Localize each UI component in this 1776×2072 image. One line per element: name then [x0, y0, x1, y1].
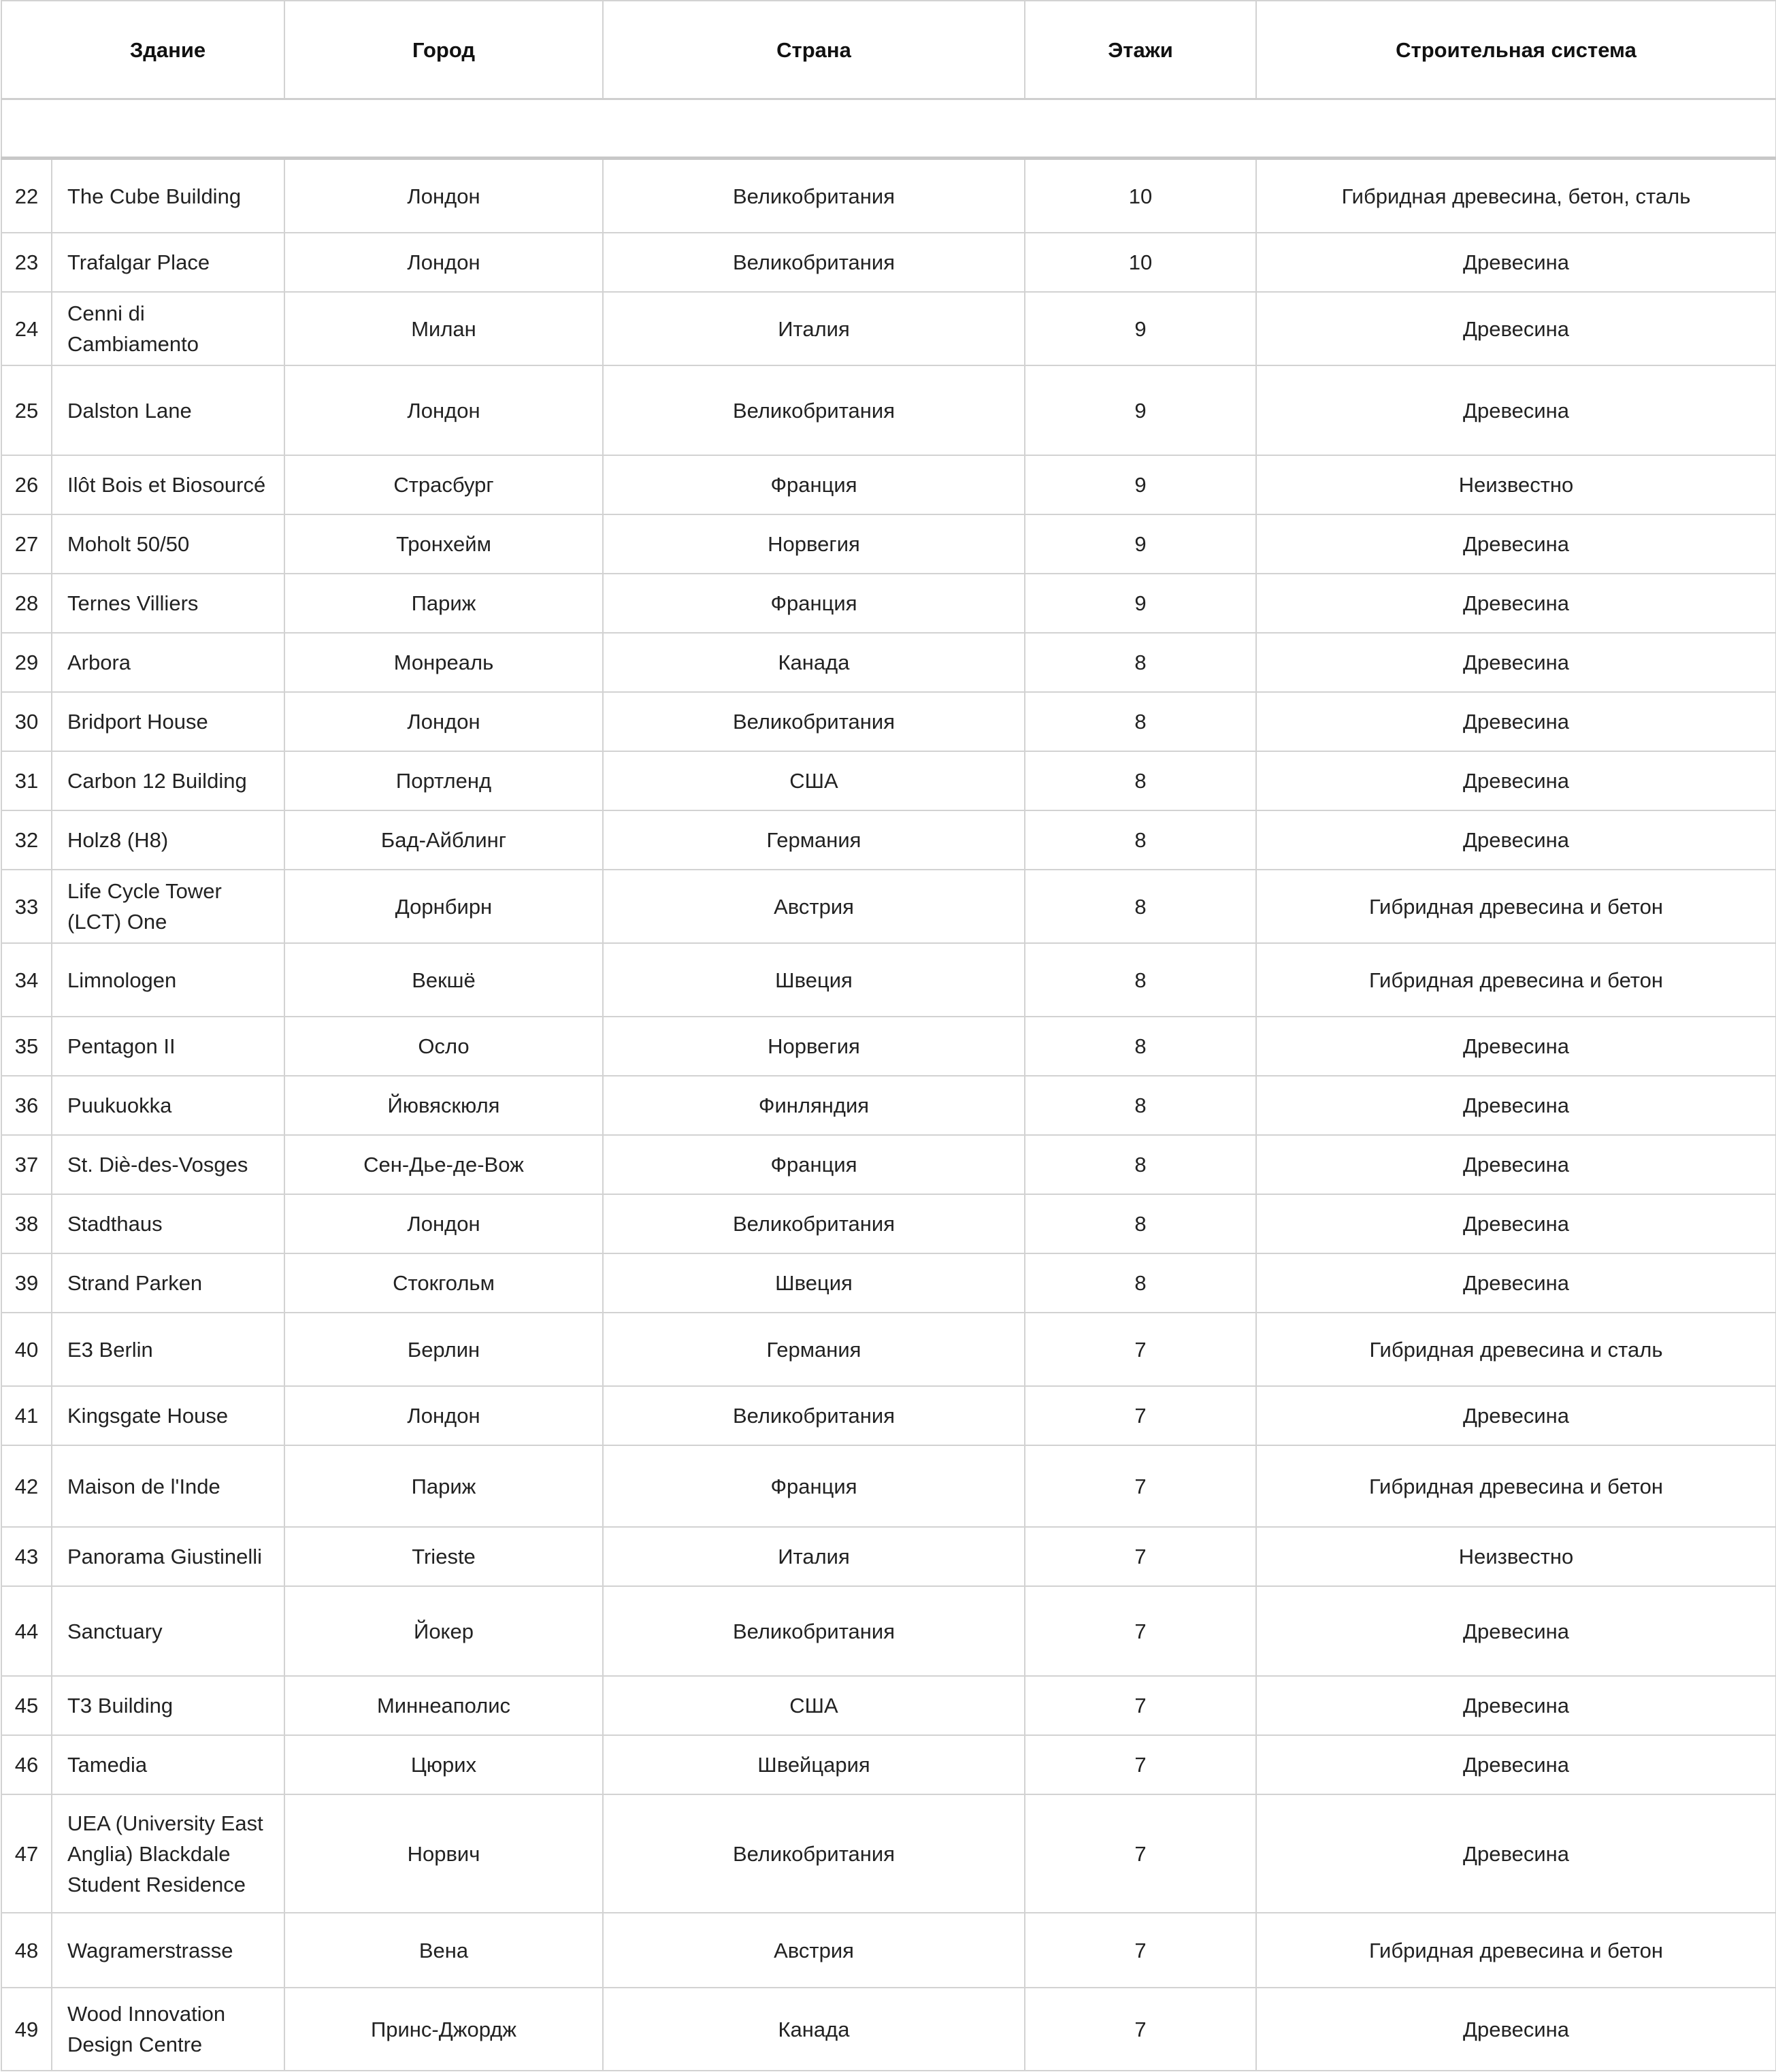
floors-cell: 9: [1025, 574, 1256, 633]
table-row: [1, 292, 1776, 365]
row-number-cell: 26: [1, 455, 52, 514]
building-name-cell: Arbora: [52, 633, 284, 692]
table-row: [1, 455, 1776, 514]
country-cell: Италия: [603, 1527, 1025, 1586]
buildings-table: [1, 0, 1776, 2071]
table-body: [1, 159, 1776, 2071]
building-name-cell: T3 Building: [52, 1676, 284, 1735]
construction-system-cell: Древесина: [1256, 1194, 1776, 1253]
table-row: [1, 633, 1776, 692]
table-row: [1, 365, 1776, 455]
city-cell: Лондон: [284, 159, 603, 233]
building-name-cell: Wood Innovation Design Centre: [52, 1988, 284, 2071]
header-floors: Этажи: [1025, 1, 1256, 99]
building-name-cell: Wagramerstrasse: [52, 1913, 284, 1988]
construction-system-cell: Древесина: [1256, 1386, 1776, 1445]
floors-cell: 8: [1025, 1194, 1256, 1253]
city-cell: Вена: [284, 1913, 603, 1988]
table-row: [1, 1194, 1776, 1253]
country-cell: Канада: [603, 633, 1025, 692]
floors-cell: 9: [1025, 455, 1256, 514]
table-row: [1, 692, 1776, 751]
table-row: [1, 1017, 1776, 1076]
country-cell: Италия: [603, 292, 1025, 365]
country-cell: Швеция: [603, 1253, 1025, 1313]
city-cell: Лондон: [284, 692, 603, 751]
table-row: [1, 1735, 1776, 1794]
city-cell: Лондон: [284, 1194, 603, 1253]
table-row: [1, 574, 1776, 633]
floors-cell: 7: [1025, 1913, 1256, 1988]
floors-cell: 8: [1025, 1076, 1256, 1135]
floors-cell: 9: [1025, 365, 1256, 455]
row-number-cell: 30: [1, 692, 52, 751]
header-spacer-row: [1, 99, 1776, 159]
building-name-cell: Ilôt Bois et Biosourcé: [52, 455, 284, 514]
building-name-cell: Sanctuary: [52, 1586, 284, 1676]
table-row: [1, 1386, 1776, 1445]
row-number-cell: 24: [1, 292, 52, 365]
header-city: Город: [284, 1, 603, 99]
row-number-cell: 40: [1, 1313, 52, 1386]
building-name-cell: Panorama Giustinelli: [52, 1527, 284, 1586]
construction-system-cell: Древесина: [1256, 1586, 1776, 1676]
header-row: [1, 1, 1776, 99]
table-row: [1, 1313, 1776, 1386]
construction-system-cell: Гибридная древесина и сталь: [1256, 1313, 1776, 1386]
table-row: [1, 751, 1776, 810]
city-cell: Бад-Айблинг: [284, 810, 603, 870]
floors-cell: 8: [1025, 1135, 1256, 1194]
construction-system-cell: Древесина: [1256, 810, 1776, 870]
country-cell: Финляндия: [603, 1076, 1025, 1135]
building-name-cell: Ternes Villiers: [52, 574, 284, 633]
city-cell: Монреаль: [284, 633, 603, 692]
table-row: [1, 1445, 1776, 1527]
table-row: [1, 514, 1776, 574]
country-cell: Австрия: [603, 1913, 1025, 1988]
row-number-cell: 31: [1, 751, 52, 810]
construction-system-cell: Древесина: [1256, 574, 1776, 633]
building-name-cell: St. Diè-des-Vosges: [52, 1135, 284, 1194]
country-cell: Германия: [603, 1313, 1025, 1386]
city-cell: Лондон: [284, 365, 603, 455]
building-name-cell: Stadthaus: [52, 1194, 284, 1253]
floors-cell: 8: [1025, 810, 1256, 870]
row-number-cell: 44: [1, 1586, 52, 1676]
floors-cell: 10: [1025, 233, 1256, 292]
header-building: Здание: [52, 1, 284, 99]
table-row: [1, 870, 1776, 943]
floors-cell: 8: [1025, 1253, 1256, 1313]
construction-system-cell: Древесина: [1256, 1076, 1776, 1135]
floors-cell: 10: [1025, 159, 1256, 233]
city-cell: Дорнбирн: [284, 870, 603, 943]
floors-cell: 8: [1025, 870, 1256, 943]
country-cell: Франция: [603, 574, 1025, 633]
row-number-cell: 36: [1, 1076, 52, 1135]
table-row: [1, 943, 1776, 1017]
row-number-cell: 45: [1, 1676, 52, 1735]
building-name-cell: Holz8 (H8): [52, 810, 284, 870]
row-number-cell: 22: [1, 159, 52, 233]
construction-system-cell: Гибридная древесина и бетон: [1256, 1913, 1776, 1988]
row-number-cell: 38: [1, 1194, 52, 1253]
table-row: [1, 1676, 1776, 1735]
city-cell: Миннеаполис: [284, 1676, 603, 1735]
country-cell: США: [603, 1676, 1025, 1735]
city-cell: Лондон: [284, 1386, 603, 1445]
country-cell: Великобритания: [603, 1586, 1025, 1676]
table-row: [1, 1794, 1776, 1913]
row-number-cell: 41: [1, 1386, 52, 1445]
floors-cell: 8: [1025, 1017, 1256, 1076]
table-row: [1, 1586, 1776, 1676]
floors-cell: 8: [1025, 692, 1256, 751]
city-cell: Trieste: [284, 1527, 603, 1586]
row-number-cell: 29: [1, 633, 52, 692]
country-cell: Великобритания: [603, 1386, 1025, 1445]
row-number-cell: 32: [1, 810, 52, 870]
city-cell: Портленд: [284, 751, 603, 810]
row-number-cell: 46: [1, 1735, 52, 1794]
construction-system-cell: Древесина: [1256, 1017, 1776, 1076]
floors-cell: 7: [1025, 1386, 1256, 1445]
construction-system-cell: Древесина: [1256, 633, 1776, 692]
building-name-cell: UEA (University East Anglia) Blackdale Student Residence: [52, 1794, 284, 1913]
row-number-cell: 25: [1, 365, 52, 455]
row-number-cell: 43: [1, 1527, 52, 1586]
country-cell: Франция: [603, 1445, 1025, 1527]
city-cell: Стокгольм: [284, 1253, 603, 1313]
country-cell: Швеция: [603, 943, 1025, 1017]
building-name-cell: E3 Berlin: [52, 1313, 284, 1386]
row-number-cell: 39: [1, 1253, 52, 1313]
table-row: [1, 1076, 1776, 1135]
table-header: [1, 1, 1776, 159]
country-cell: Великобритания: [603, 233, 1025, 292]
row-number-cell: 35: [1, 1017, 52, 1076]
construction-system-cell: Древесина: [1256, 1676, 1776, 1735]
building-name-cell: Bridport House: [52, 692, 284, 751]
construction-system-cell: Древесина: [1256, 1988, 1776, 2071]
construction-system-cell: Древесина: [1256, 514, 1776, 574]
country-cell: Великобритания: [603, 692, 1025, 751]
row-number-cell: 37: [1, 1135, 52, 1194]
building-name-cell: Puukuokka: [52, 1076, 284, 1135]
table-row: [1, 1135, 1776, 1194]
floors-cell: 7: [1025, 1445, 1256, 1527]
floors-cell: 7: [1025, 1988, 1256, 2071]
country-cell: Великобритания: [603, 365, 1025, 455]
building-name-cell: Trafalgar Place: [52, 233, 284, 292]
building-name-cell: Dalston Lane: [52, 365, 284, 455]
construction-system-cell: Древесина: [1256, 1735, 1776, 1794]
building-name-cell: Limnologen: [52, 943, 284, 1017]
building-name-cell: Life Cycle Tower (LCT) One: [52, 870, 284, 943]
header-system: Строительная система: [1256, 1, 1776, 99]
country-cell: США: [603, 751, 1025, 810]
building-name-cell: Kingsgate House: [52, 1386, 284, 1445]
construction-system-cell: Древесина: [1256, 233, 1776, 292]
floors-cell: 9: [1025, 514, 1256, 574]
building-name-cell: Strand Parken: [52, 1253, 284, 1313]
header-country: Страна: [603, 1, 1025, 99]
row-number-cell: 27: [1, 514, 52, 574]
construction-system-cell: Гибридная древесина и бетон: [1256, 943, 1776, 1017]
country-cell: Австрия: [603, 870, 1025, 943]
city-cell: Берлин: [284, 1313, 603, 1386]
construction-system-cell: Гибридная древесина, бетон, сталь: [1256, 159, 1776, 233]
construction-system-cell: Древесина: [1256, 692, 1776, 751]
building-name-cell: Carbon 12 Building: [52, 751, 284, 810]
construction-system-cell: Древесина: [1256, 751, 1776, 810]
city-cell: Тронхейм: [284, 514, 603, 574]
country-cell: Норвегия: [603, 514, 1025, 574]
city-cell: Цюрих: [284, 1735, 603, 1794]
building-name-cell: Maison de l'Inde: [52, 1445, 284, 1527]
country-cell: Германия: [603, 810, 1025, 870]
city-cell: Париж: [284, 1445, 603, 1527]
construction-system-cell: Древесина: [1256, 1794, 1776, 1913]
country-cell: Великобритания: [603, 159, 1025, 233]
building-name-cell: Moholt 50/50: [52, 514, 284, 574]
spacer-cell: [1, 99, 1776, 159]
row-number-cell: 23: [1, 233, 52, 292]
country-cell: Норвегия: [603, 1017, 1025, 1076]
construction-system-cell: Древесина: [1256, 292, 1776, 365]
table-row: [1, 1913, 1776, 1988]
city-cell: Страсбург: [284, 455, 603, 514]
row-number-cell: 34: [1, 943, 52, 1017]
floors-cell: 8: [1025, 751, 1256, 810]
city-cell: Осло: [284, 1017, 603, 1076]
construction-system-cell: Гибридная древесина и бетон: [1256, 870, 1776, 943]
floors-cell: 8: [1025, 943, 1256, 1017]
construction-system-cell: Неизвестно: [1256, 1527, 1776, 1586]
floors-cell: 7: [1025, 1527, 1256, 1586]
city-cell: Париж: [284, 574, 603, 633]
country-cell: Швейцария: [603, 1735, 1025, 1794]
row-number-cell: 33: [1, 870, 52, 943]
floors-cell: 7: [1025, 1586, 1256, 1676]
construction-system-cell: Гибридная древесина и бетон: [1256, 1445, 1776, 1527]
row-number-cell: 48: [1, 1913, 52, 1988]
country-cell: Канада: [603, 1988, 1025, 2071]
building-name-cell: Pentagon II: [52, 1017, 284, 1076]
city-cell: Йювяскюля: [284, 1076, 603, 1135]
city-cell: Сен-Дье-де-Вож: [284, 1135, 603, 1194]
row-number-cell: 28: [1, 574, 52, 633]
construction-system-cell: Неизвестно: [1256, 455, 1776, 514]
city-cell: Норвич: [284, 1794, 603, 1913]
construction-system-cell: Древесина: [1256, 1253, 1776, 1313]
table-row: [1, 233, 1776, 292]
country-cell: Великобритания: [603, 1194, 1025, 1253]
building-name-cell: The Cube Building: [52, 159, 284, 233]
floors-cell: 7: [1025, 1313, 1256, 1386]
floors-cell: 9: [1025, 292, 1256, 365]
floors-cell: 8: [1025, 633, 1256, 692]
table-row: [1, 1988, 1776, 2071]
table-row: [1, 1253, 1776, 1313]
floors-cell: 7: [1025, 1676, 1256, 1735]
city-cell: Принс-Джордж: [284, 1988, 603, 2071]
country-cell: Франция: [603, 455, 1025, 514]
city-cell: Векшё: [284, 943, 603, 1017]
construction-system-cell: Древесина: [1256, 365, 1776, 455]
country-cell: Великобритания: [603, 1794, 1025, 1913]
building-name-cell: Tamedia: [52, 1735, 284, 1794]
table-row: [1, 1527, 1776, 1586]
city-cell: Милан: [284, 292, 603, 365]
table-row: [1, 159, 1776, 233]
row-number-cell: 49: [1, 1988, 52, 2071]
construction-system-cell: Древесина: [1256, 1135, 1776, 1194]
row-number-cell: 42: [1, 1445, 52, 1527]
header-number-cell: [1, 1, 52, 99]
row-number-cell: 47: [1, 1794, 52, 1913]
city-cell: Лондон: [284, 233, 603, 292]
table-row: [1, 810, 1776, 870]
building-name-cell: Cenni di Cambiamento: [52, 292, 284, 365]
city-cell: Йокер: [284, 1586, 603, 1676]
floors-cell: 7: [1025, 1735, 1256, 1794]
floors-cell: 7: [1025, 1794, 1256, 1913]
country-cell: Франция: [603, 1135, 1025, 1194]
